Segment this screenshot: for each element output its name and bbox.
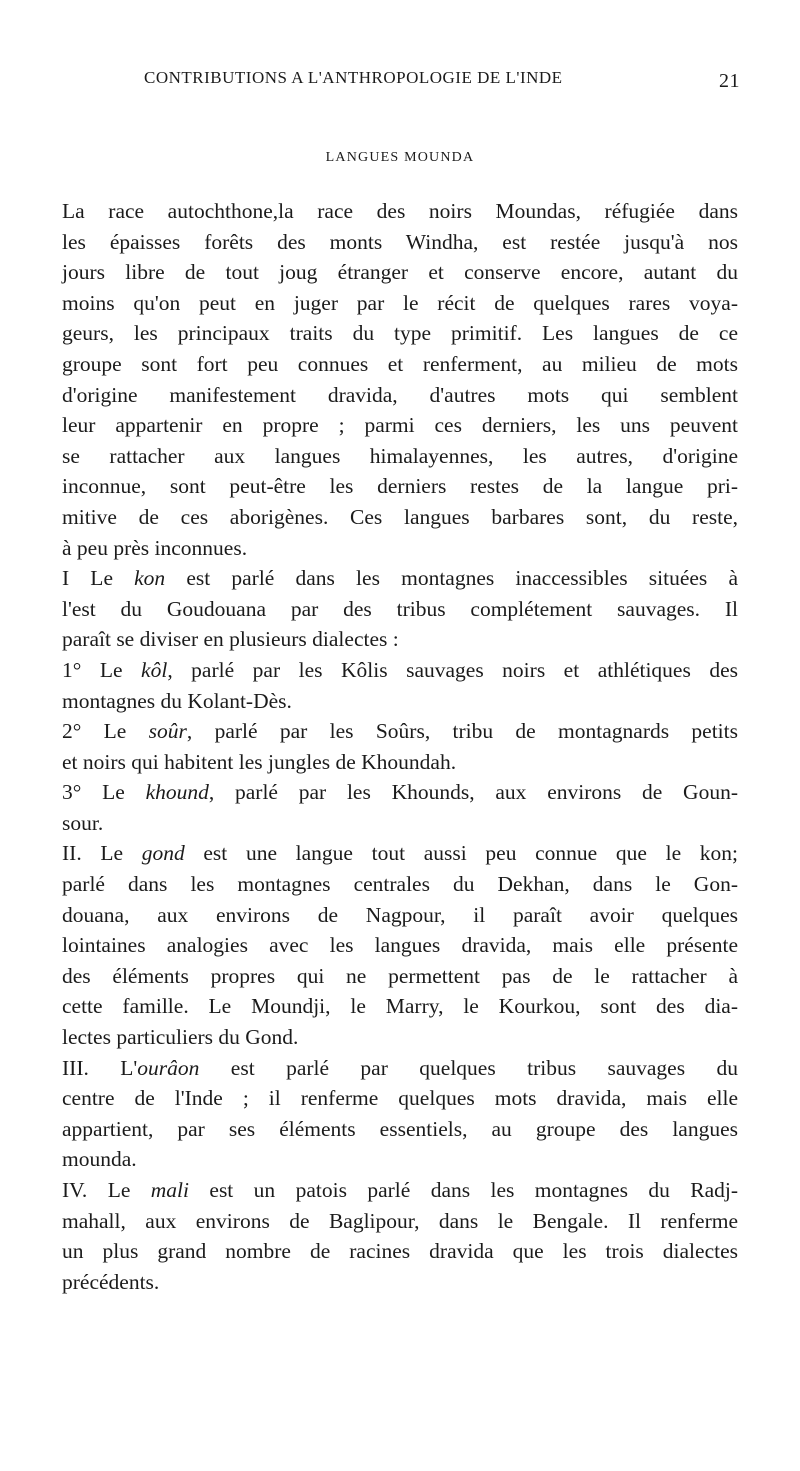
text-line: inconnue, sont peut-être les derniers restes de la langue pri- bbox=[62, 474, 738, 499]
italic-term: ourâon bbox=[137, 1055, 200, 1080]
italic-term: gond bbox=[141, 841, 185, 866]
line-text: I Le bbox=[62, 566, 135, 591]
text-line: cette famille. Le Moundji, le Marry, le Kourkou, sont des dia- bbox=[62, 994, 738, 1019]
running-header bbox=[144, 64, 740, 94]
text-line: groupe sont fort peu connues et renferment, au milieu de mots bbox=[62, 351, 738, 376]
italic-term: kon bbox=[134, 566, 166, 591]
text-line: mitive de ces aborigènes. Ces langues barbares sont, du reste, bbox=[62, 504, 738, 529]
running-title: CONTRIBUTIONS A L'ANTHROPOLOGIE DE L'INDE bbox=[144, 68, 563, 87]
text-line: se rattacher aux langues himalayennes, les autres, d'origine bbox=[62, 443, 738, 468]
line-text: , parlé par les Khounds, aux environs de Goun- bbox=[208, 780, 738, 805]
line-text: est parlé par quelques tribus sauvages du bbox=[199, 1055, 738, 1080]
italic-term: khound bbox=[145, 780, 209, 805]
text-line: lointaines analogies avec les langues dravida, mais elle présente bbox=[62, 933, 738, 958]
text-line: l'est du Goudouana par des tribus complétement sauvages. Il bbox=[62, 596, 738, 621]
text-line: d'origine manifestement dravida, d'autres mots qui semblent bbox=[62, 382, 738, 407]
text-line: les épaisses forêts des monts Windha, est restée jusqu'à nos bbox=[62, 229, 738, 254]
text-line: sour. bbox=[62, 810, 104, 835]
text-line bbox=[62, 563, 738, 594]
body-text bbox=[62, 196, 738, 1297]
text-line: mounda. bbox=[62, 1147, 137, 1172]
line-text: III. L' bbox=[62, 1055, 138, 1080]
text-line: douana, aux environs de Nagpour, il paraît avoir quelques bbox=[62, 902, 738, 927]
italic-term: kôl bbox=[141, 657, 168, 682]
text-line: geurs, les principaux traits du type primitif. Les langues de ce bbox=[62, 321, 738, 346]
text-line: et noirs qui habitent les jungles de Khoundah. bbox=[62, 749, 457, 774]
text-line bbox=[62, 1053, 738, 1084]
text-line bbox=[62, 838, 738, 869]
italic-term: soûr bbox=[148, 719, 187, 744]
text-line bbox=[62, 655, 738, 686]
line-text: 2° Le bbox=[62, 719, 149, 744]
line-text: II. Le bbox=[62, 841, 142, 866]
text-line: à peu près inconnues. bbox=[62, 535, 248, 560]
text-line: La race autochthone,la race des noirs Moundas, réfugiée dans bbox=[62, 199, 738, 223]
text-line bbox=[62, 777, 738, 808]
line-text: 3° Le bbox=[62, 780, 146, 805]
text-line: précédents. bbox=[62, 1269, 160, 1294]
text-line: moins qu'on peut en juger par le récit de quelques rares voya- bbox=[62, 290, 738, 315]
text-line: parlé dans les montagnes centrales du Dekhan, dans le Gon- bbox=[62, 872, 738, 897]
text-line: paraît se diviser en plusieurs dialectes : bbox=[62, 627, 399, 652]
line-text: IV. Le bbox=[62, 1178, 151, 1202]
italic-term: mali bbox=[150, 1178, 189, 1202]
section-title: LANGUES MOUNDA bbox=[325, 150, 475, 165]
line-text: est une langue tout aussi peu connue que le kon; bbox=[184, 841, 739, 866]
text-line bbox=[62, 1175, 738, 1206]
page-number: 21 bbox=[719, 70, 740, 92]
text-line: lectes particuliers du Gond. bbox=[62, 1025, 299, 1050]
text-line: des éléments propres qui ne permettent pas de le rattacher à bbox=[62, 963, 738, 988]
text-line: centre de l'Inde ; il renferme quelques mots dravida, mais elle bbox=[62, 1086, 738, 1111]
text-line: leur appartenir en propre ; parmi ces derniers, les uns peuvent bbox=[62, 413, 738, 438]
line-text: 1° Le bbox=[62, 657, 142, 682]
text-line: mahall, aux environs de Baglipour, dans le Bengale. Il renferme bbox=[62, 1208, 738, 1233]
text-line bbox=[62, 716, 738, 747]
text-line: un plus grand nombre de racines dravida que les trois dialectes bbox=[62, 1239, 738, 1264]
line-text: , parlé par les Soûrs, tribu de montagnards petits bbox=[186, 719, 738, 744]
line-text: , parlé par les Kôlis sauvages noirs et athlétiques des bbox=[167, 657, 738, 682]
text-line: appartient, par ses éléments essentiels, au groupe des langues bbox=[62, 1116, 738, 1141]
line-text: est parlé dans les montagnes inaccessibles situées à bbox=[165, 566, 738, 591]
line-text: est un patois parlé dans les montagnes du Radj- bbox=[189, 1178, 738, 1202]
text-line: montagnes du Kolant-Dès. bbox=[62, 688, 292, 713]
text-line: jours libre de tout joug étranger et conserve encore, autant du bbox=[62, 260, 738, 285]
